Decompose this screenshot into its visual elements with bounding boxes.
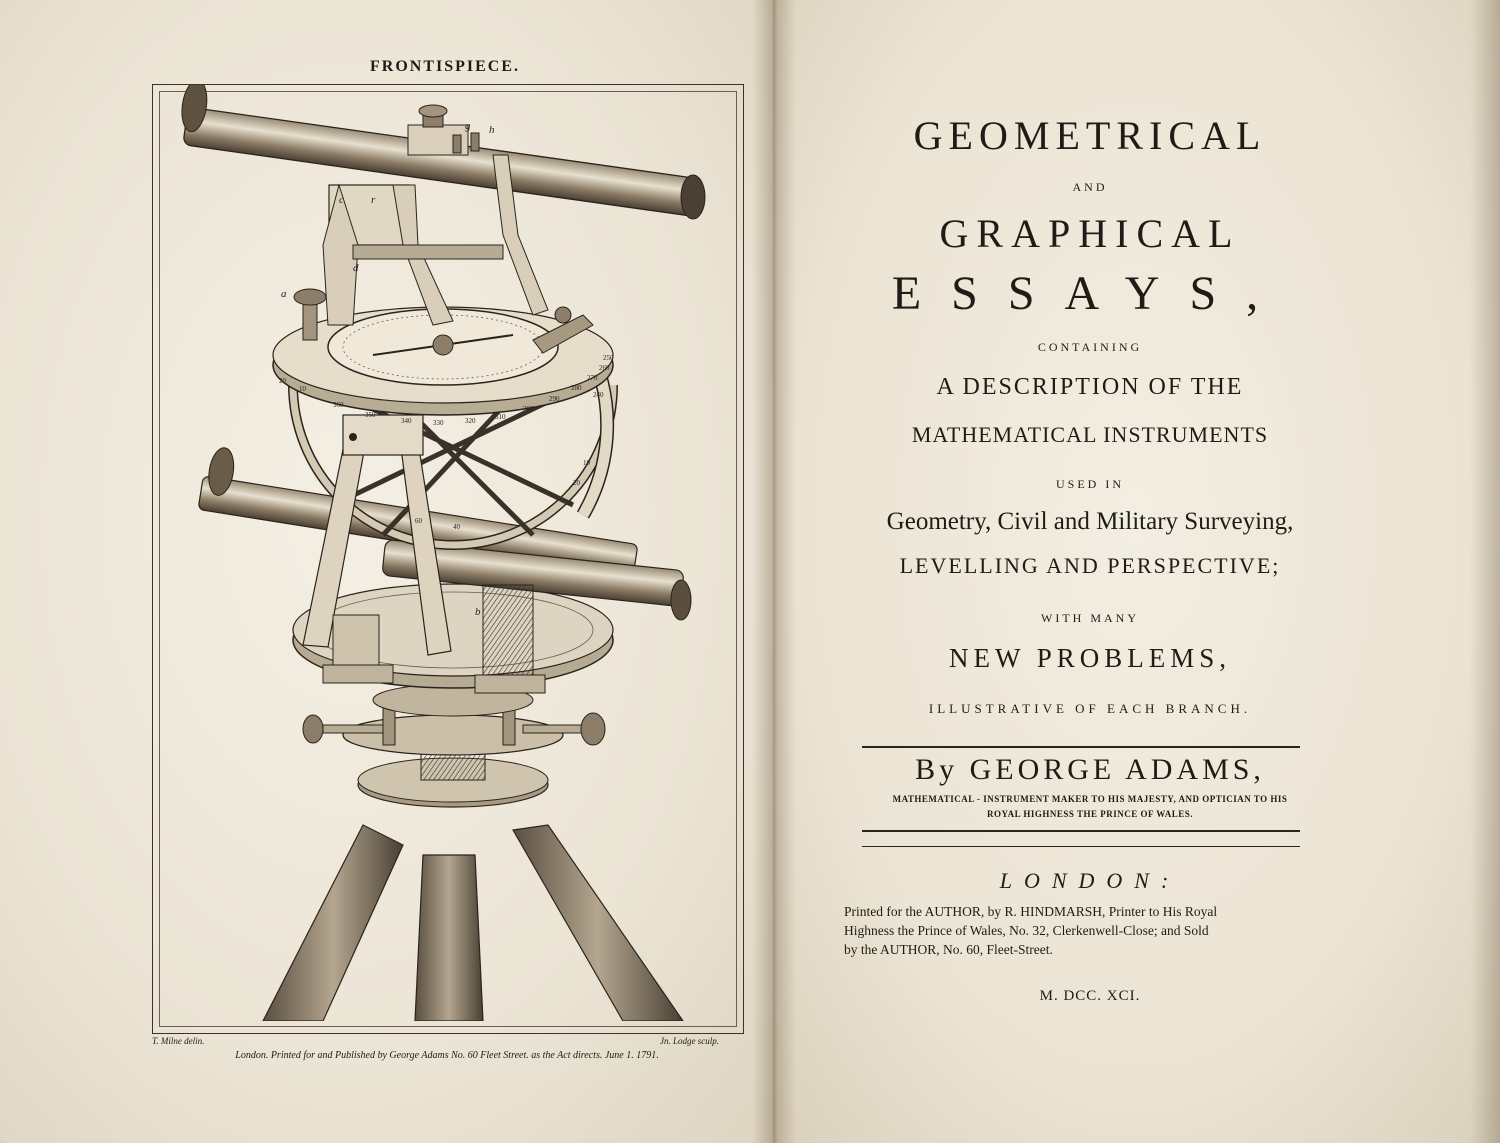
scale-number: 40 bbox=[453, 523, 460, 531]
scale-number: 250 bbox=[603, 354, 614, 362]
engraving-plate bbox=[152, 84, 744, 1034]
scale-number: 310 bbox=[495, 413, 506, 421]
author-description-line-2: ROYAL HIGHNESS THE PRINCE OF WALES. bbox=[986, 809, 1194, 819]
scale-number: 340 bbox=[401, 417, 412, 425]
theodolite-engraving bbox=[153, 85, 731, 1021]
printer-line-2: Highness the Prince of Wales, No. 32, Clerkenwell-Close; and Sold bbox=[844, 923, 1209, 938]
scale-number: 360 bbox=[333, 401, 344, 409]
author-byline: By GEORGE ADAMS, bbox=[915, 753, 1265, 786]
engraving-letter-d: d bbox=[353, 262, 359, 274]
scale-number: 10 bbox=[299, 385, 306, 393]
scale-number: 240 bbox=[593, 391, 604, 399]
scale-number: 30 bbox=[565, 499, 572, 507]
scale-number: 290 bbox=[549, 395, 560, 403]
title-conjunction: AND bbox=[1072, 180, 1108, 194]
title-line-1: GEOMETRICAL bbox=[913, 113, 1267, 158]
engraver-credit: Jn. Lodge sculp. bbox=[660, 1036, 719, 1046]
divider-rule-thick bbox=[862, 830, 1300, 832]
scale-number: 330 bbox=[433, 419, 444, 427]
engraving-letter-g: g bbox=[465, 120, 471, 132]
scale-number: 270 bbox=[587, 374, 598, 382]
frontispiece-label: FRONTISPIECE. bbox=[369, 58, 521, 75]
scale-number: 300 bbox=[523, 405, 534, 413]
tripod bbox=[263, 684, 683, 1021]
used-in-label: USED IN bbox=[1056, 477, 1124, 491]
page-edge-shadow bbox=[1470, 0, 1500, 1143]
scale-number: 350 bbox=[365, 411, 376, 419]
subjects-line-2: LEVELLING AND PERSPECTIVE; bbox=[899, 553, 1281, 578]
book-gutter bbox=[752, 0, 796, 1143]
printer-line-1: Printed for the AUTHOR, by R. HINDMARSH, Printer to His Royal bbox=[844, 904, 1218, 919]
engraving-letter-c: c bbox=[339, 194, 344, 206]
plate-imprint: London. Printed for and Published by George Adams No. 60 Fleet Street. as the Act directs. June 1. 1791. bbox=[235, 1050, 659, 1061]
engraving-letter-r: r bbox=[371, 194, 376, 206]
upper-telescope bbox=[179, 85, 705, 325]
place-of-publication: LONDON: bbox=[999, 868, 1181, 893]
draughtsman-credit: T. Milne delin. bbox=[152, 1036, 205, 1046]
containing-label: CONTAINING bbox=[1037, 340, 1143, 354]
scale-number: 280 bbox=[571, 384, 582, 392]
engraving-letter-a: a bbox=[281, 288, 287, 300]
scale-number: 60 bbox=[415, 517, 422, 525]
scale-number: 10 bbox=[583, 459, 590, 467]
divider-rule bbox=[862, 746, 1300, 748]
description-line-1: A DESCRIPTION OF THE bbox=[936, 374, 1244, 400]
with-many-label: WITH MANY bbox=[1041, 611, 1139, 625]
subjects-line-1: Geometry, Civil and Military Surveying, bbox=[886, 508, 1294, 535]
description-line-2: MATHEMATICAL INSTRUMENTS bbox=[911, 422, 1269, 447]
new-problems-heading: NEW PROBLEMS, bbox=[948, 643, 1232, 673]
title-line-3: ESSAYS, bbox=[891, 267, 1289, 320]
engraving-letter-h: h bbox=[489, 124, 495, 136]
illustrative-line: ILLUSTRATIVE OF EACH BRANCH. bbox=[928, 701, 1252, 716]
printer-line-3: by the AUTHOR, No. 60, Fleet-Street. bbox=[844, 942, 1053, 957]
scale-number: 20 bbox=[279, 377, 286, 385]
scale-number: 20 bbox=[573, 479, 580, 487]
divider-rule-thin bbox=[862, 846, 1300, 847]
author-description-line-1: MATHEMATICAL - INSTRUMENT MAKER TO HIS MAJESTY, AND OPTICIAN TO HIS bbox=[892, 794, 1288, 804]
title-line-2: GRAPHICAL bbox=[939, 211, 1241, 256]
scale-number: 320 bbox=[465, 417, 476, 425]
scale-number: 260 bbox=[599, 364, 610, 372]
publication-date: M. DCC. XCI. bbox=[1039, 988, 1141, 1004]
engraving-letter-b: b bbox=[475, 606, 481, 618]
